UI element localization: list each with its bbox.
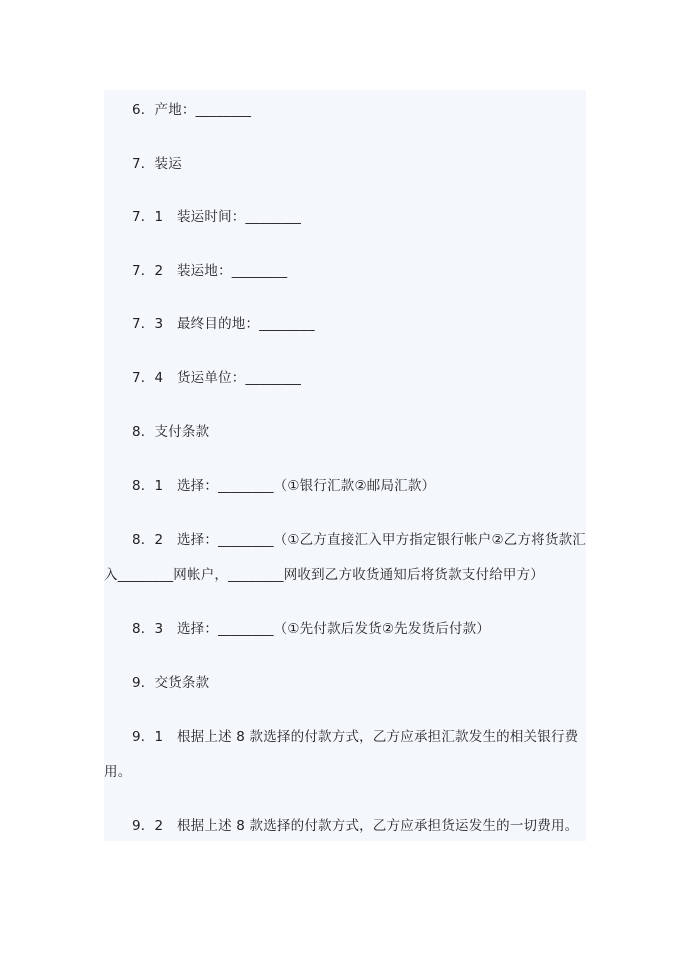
clause-7-3-final-destination: 7．3 最终目的地：________: [132, 316, 315, 332]
clause-8-2-account-choice: 8．2 选择：________（①乙方直接汇入甲方指定银行帐户②乙方将货款汇入________网帐户，________网收到乙方收货通知后将货款支付给甲方）: [104, 532, 586, 583]
document-page: [104, 90, 586, 841]
clause-6-origin: 6．产地：________: [132, 102, 252, 118]
clause-8-1-remittance-choice: 8．1 选择：________（①银行汇款②邮局汇款）: [132, 478, 436, 494]
clause-7-1-shipment-time: 7．1 装运时间：________: [132, 209, 302, 225]
clause-8-3-payment-order-choice: 8．3 选择：________（①先付款后发货②先发货后付款）: [132, 621, 491, 637]
clause-9-2-shipping-fees: 9．2 根据上述 8 款选择的付款方式，乙方应承担货运发生的一切费用。: [132, 818, 579, 834]
clause-7-2-shipment-place: 7．2 装运地：________: [132, 263, 288, 279]
clause-7-shipment-heading: 7．装运: [132, 156, 182, 172]
clause-9-delivery-heading: 9．交货条款: [132, 675, 210, 691]
clause-8-payment-heading: 8．支付条款: [132, 424, 210, 440]
clause-9-1-bank-fees: 9．1 根据上述 8 款选择的付款方式，乙方应承担汇款发生的相关银行费用。: [104, 729, 579, 780]
clause-7-4-carrier: 7．4 货运单位：________: [132, 370, 302, 386]
